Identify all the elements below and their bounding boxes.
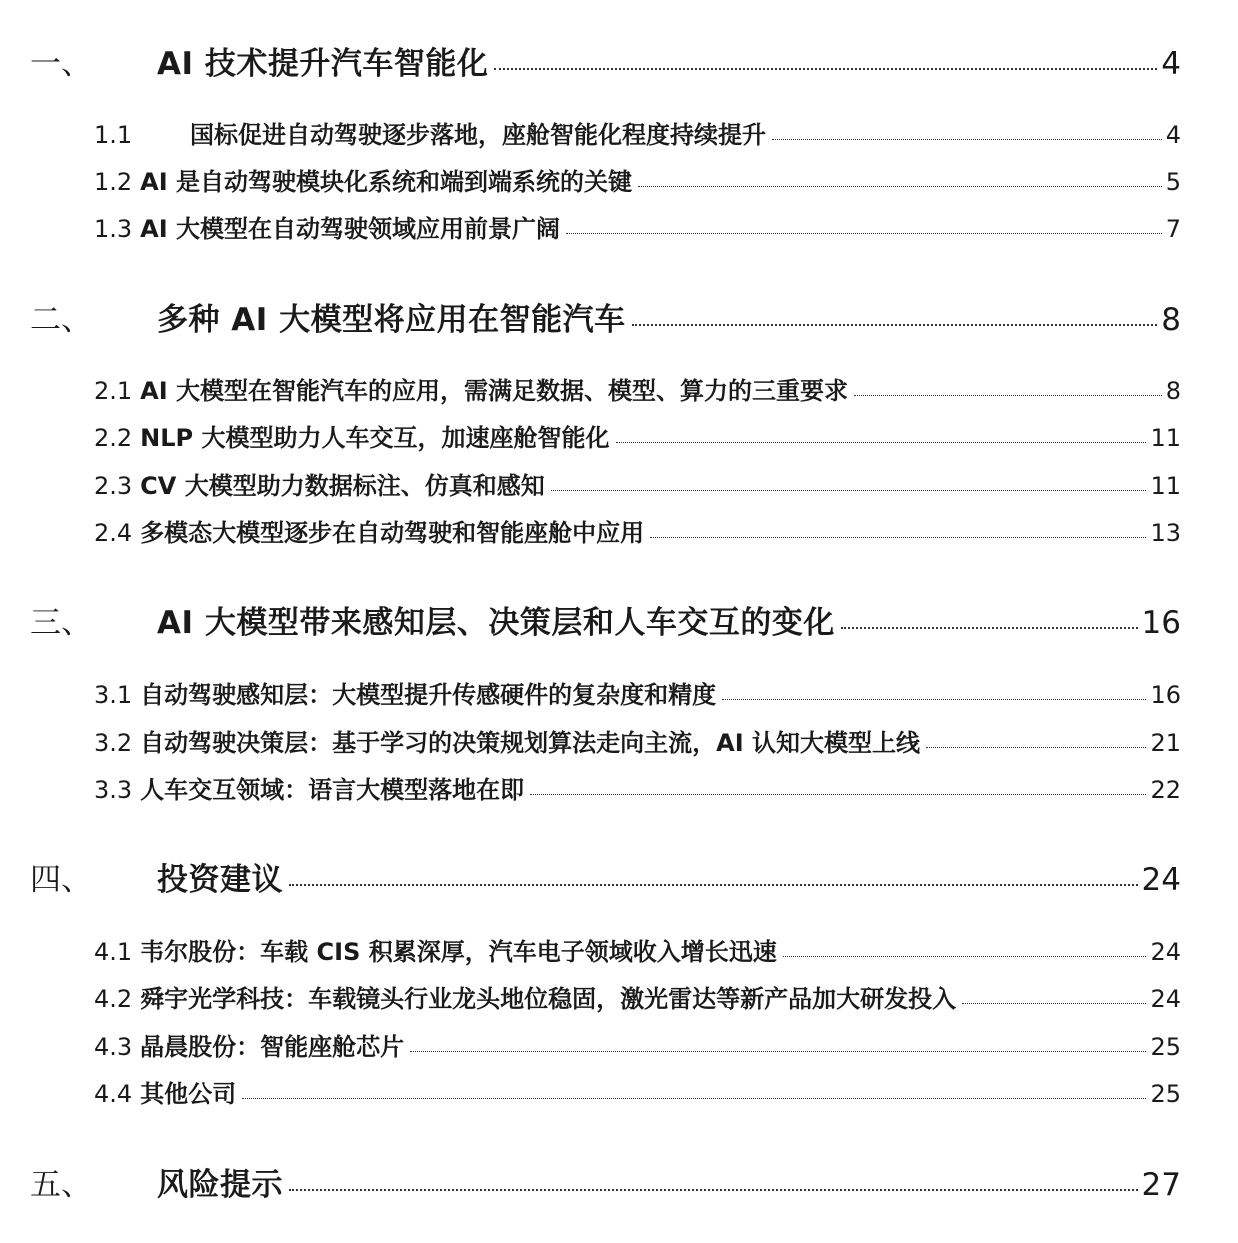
dot-leader bbox=[551, 490, 1147, 491]
dot-leader bbox=[494, 68, 1157, 70]
item-number: 3.3 bbox=[94, 776, 133, 804]
item-number: 2.1 bbox=[94, 377, 133, 405]
page-number: 4 bbox=[1161, 46, 1181, 82]
toc-section-3[interactable] bbox=[30, 597, 1181, 641]
item-number: 2.3 bbox=[94, 472, 133, 500]
item-title: 韦尔股份：车载 CIS 积累深厚，汽车电子领域收入增长迅速 bbox=[140, 938, 777, 966]
section-number: 二、 bbox=[30, 302, 92, 338]
page-number: 11 bbox=[1150, 424, 1181, 452]
item-title: AI 是自动驾驶模块化系统和端到端系统的关键 bbox=[140, 168, 633, 196]
dot-leader bbox=[632, 324, 1158, 326]
toc-item-3-1[interactable] bbox=[94, 675, 1181, 707]
section-number: 五、 bbox=[30, 1167, 92, 1203]
section-title: AI 技术提升汽车智能化 bbox=[157, 46, 489, 82]
item-title: CV 大模型助力数据标注、仿真和感知 bbox=[140, 472, 545, 500]
toc-section-4[interactable] bbox=[30, 854, 1181, 898]
page-number: 24 bbox=[1150, 938, 1181, 966]
dot-leader bbox=[289, 1189, 1138, 1191]
item-number: 3.2 bbox=[94, 729, 133, 757]
page-number: 5 bbox=[1165, 168, 1181, 196]
page-number: 25 bbox=[1150, 1033, 1181, 1061]
toc-item-1-2[interactable] bbox=[94, 162, 1181, 194]
item-number: 4.4 bbox=[94, 1080, 133, 1108]
item-number: 1.3 bbox=[94, 215, 133, 243]
page-number: 25 bbox=[1150, 1080, 1181, 1108]
dot-leader bbox=[566, 233, 1162, 234]
page-number: 11 bbox=[1150, 472, 1181, 500]
dot-leader bbox=[854, 395, 1162, 396]
dot-leader bbox=[722, 699, 1146, 700]
page-number: 16 bbox=[1150, 681, 1181, 709]
toc-item-1-1[interactable] bbox=[94, 115, 1181, 147]
toc-item-4-1[interactable] bbox=[94, 932, 1181, 964]
dot-leader bbox=[638, 186, 1162, 187]
dot-leader bbox=[530, 794, 1146, 795]
page-number: 22 bbox=[1150, 776, 1181, 804]
item-title: 其他公司 bbox=[140, 1080, 237, 1108]
dot-leader bbox=[650, 537, 1146, 538]
dot-leader bbox=[772, 139, 1162, 140]
item-number: 2.4 bbox=[94, 519, 133, 547]
dot-leader bbox=[841, 627, 1138, 629]
dot-leader bbox=[962, 1003, 1146, 1004]
item-title: NLP 大模型助力人车交互，加速座舱智能化 bbox=[140, 424, 610, 452]
page-number: 24 bbox=[1150, 985, 1181, 1013]
dot-leader bbox=[289, 884, 1138, 886]
item-number: 4.1 bbox=[94, 938, 133, 966]
page-number: 8 bbox=[1161, 302, 1181, 338]
section-number: 三、 bbox=[30, 605, 92, 641]
toc-item-4-4[interactable] bbox=[94, 1074, 1181, 1106]
toc-item-3-2[interactable] bbox=[94, 723, 1181, 755]
toc-item-1-3[interactable] bbox=[94, 209, 1181, 241]
dot-leader bbox=[926, 747, 1146, 748]
dot-leader bbox=[242, 1098, 1146, 1099]
section-number: 四、 bbox=[30, 862, 92, 898]
item-title: 人车交互领域：语言大模型落地在即 bbox=[140, 776, 525, 804]
toc-section-1[interactable] bbox=[30, 38, 1181, 82]
item-title: 国标促进自动驾驶逐步落地，座舱智能化程度持续提升 bbox=[190, 121, 766, 149]
section-title: 多种 AI 大模型将应用在智能汽车 bbox=[157, 302, 626, 338]
item-number: 4.2 bbox=[94, 985, 133, 1013]
item-number: 2.2 bbox=[94, 424, 133, 452]
item-title: 晶晨股份：智能座舱芯片 bbox=[140, 1033, 405, 1061]
toc-section-2[interactable] bbox=[30, 294, 1181, 338]
page-number: 27 bbox=[1141, 1167, 1181, 1203]
toc-item-2-1[interactable] bbox=[94, 371, 1181, 403]
item-number: 3.1 bbox=[94, 681, 133, 709]
toc-item-2-3[interactable] bbox=[94, 466, 1181, 498]
item-title: 自动驾驶感知层：大模型提升传感硬件的复杂度和精度 bbox=[140, 681, 717, 709]
page-number: 13 bbox=[1150, 519, 1181, 547]
toc-item-2-4[interactable] bbox=[94, 513, 1181, 545]
page-number: 8 bbox=[1165, 377, 1181, 405]
toc-section-5[interactable] bbox=[30, 1159, 1181, 1203]
toc-item-2-2[interactable] bbox=[94, 418, 1181, 450]
page-number: 16 bbox=[1141, 605, 1181, 641]
page-number: 24 bbox=[1141, 862, 1181, 898]
dot-leader bbox=[410, 1051, 1146, 1052]
item-number: 1.2 bbox=[94, 168, 133, 196]
item-title: AI 大模型在智能汽车的应用，需满足数据、模型、算力的三重要求 bbox=[140, 377, 849, 405]
toc-item-4-2[interactable] bbox=[94, 979, 1181, 1011]
item-number: 4.3 bbox=[94, 1033, 133, 1061]
item-title: 舜宇光学科技：车载镜头行业龙头地位稳固，激光雷达等新产品加大研发投入 bbox=[140, 985, 957, 1013]
section-title: 风险提示 bbox=[157, 1167, 283, 1203]
section-number: 一、 bbox=[30, 46, 92, 82]
toc-item-3-3[interactable] bbox=[94, 770, 1181, 802]
toc-item-4-3[interactable] bbox=[94, 1027, 1181, 1059]
item-title: AI 大模型在自动驾驶领域应用前景广阔 bbox=[140, 215, 561, 243]
section-title: 投资建议 bbox=[157, 862, 283, 898]
page-number: 4 bbox=[1165, 121, 1181, 149]
page-number: 21 bbox=[1150, 729, 1181, 757]
section-title: AI 大模型带来感知层、决策层和人车交互的变化 bbox=[157, 605, 835, 641]
page-number: 7 bbox=[1165, 215, 1181, 243]
item-number: 1.1 bbox=[94, 121, 133, 149]
dot-leader bbox=[783, 956, 1147, 957]
dot-leader bbox=[616, 442, 1147, 443]
item-title: 自动驾驶决策层：基于学习的决策规划算法走向主流，AI 认知大模型上线 bbox=[140, 729, 921, 757]
item-title: 多模态大模型逐步在自动驾驶和智能座舱中应用 bbox=[140, 519, 645, 547]
